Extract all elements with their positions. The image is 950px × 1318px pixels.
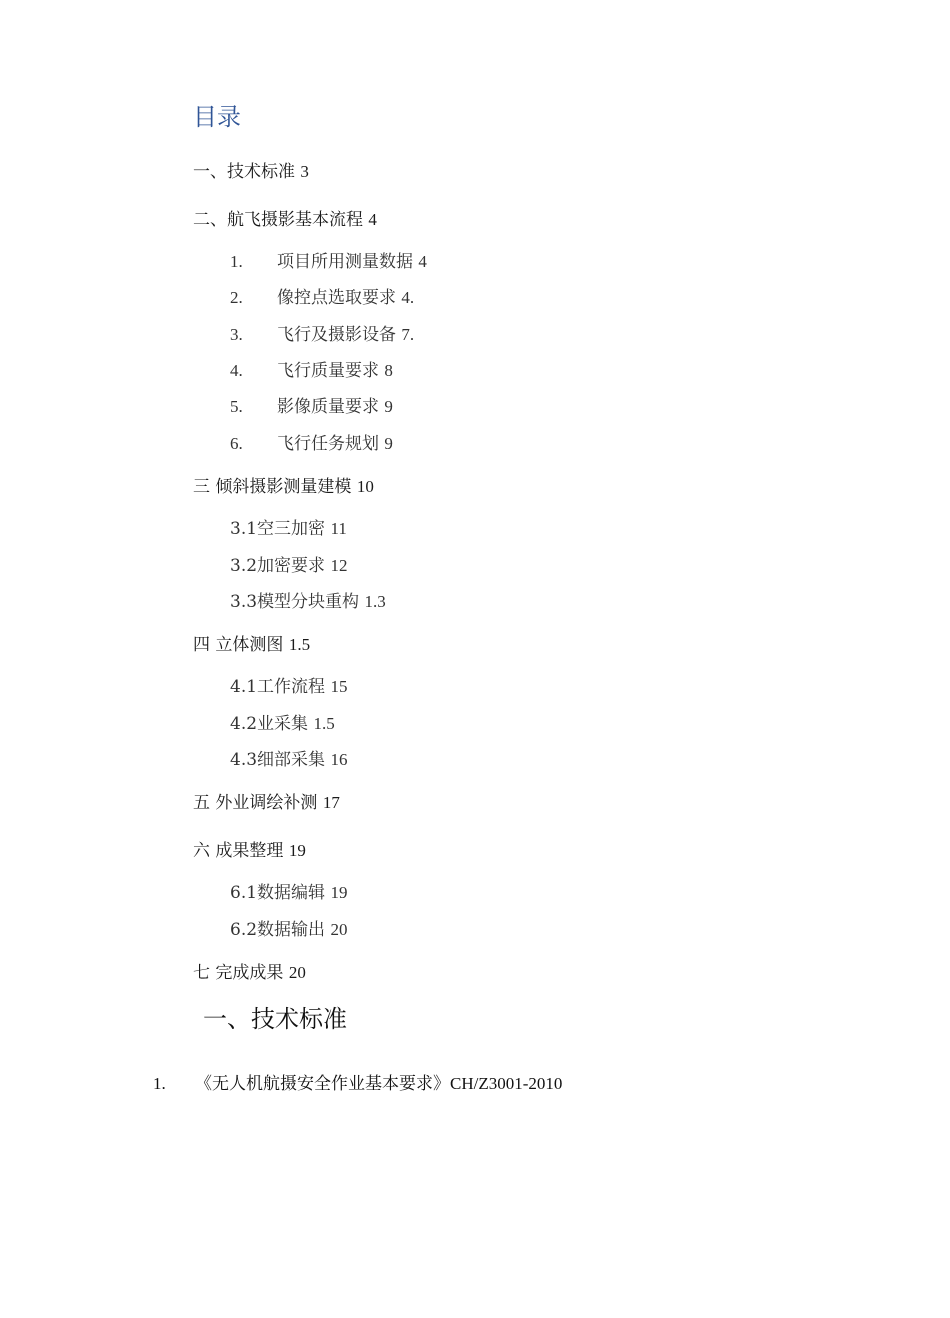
toc-title: 目录 [193,103,241,131]
toc-entry-label: 六 成果整理 [193,841,284,861]
toc-subentry-label: 4.3细部采集 [230,750,326,770]
toc-subentry[interactable] [230,554,347,578]
toc-subentry-number: 4. [230,361,243,380]
toc-subentry-number: 3. [230,325,243,344]
standard-list-item [153,1072,562,1096]
toc-subentry[interactable] [230,517,347,541]
toc-subentry-label: 飞行及摄影设备 [277,325,396,345]
toc-subentry[interactable] [230,918,347,942]
toc-subentry-page: 16 [330,750,348,769]
toc-entry-label: 四 立体测图 [193,635,284,655]
toc-subentry[interactable] [230,432,393,456]
toc-subentry[interactable] [230,359,393,383]
toc-subentry[interactable] [230,250,427,274]
toc-entry[interactable] [193,475,374,499]
toc-subentry-label: 4.2业采集 [230,714,309,734]
toc-subentry-page: 20 [330,920,348,939]
toc-subentry-page: 9 [384,434,393,453]
toc-subentry-label: 6.2数据输出 [230,920,326,940]
toc-subentry-page: 11 [330,519,347,538]
toc-subentry-page: 9 [384,397,393,416]
toc-entry-label: 三 倾斜摄影测量建模 [193,477,352,497]
toc-subentry[interactable] [230,712,335,736]
toc-subentry-page: 19 [330,883,348,902]
toc-subentry[interactable] [230,323,414,347]
toc-subentry-label: 3.3模型分块重构 [230,592,360,612]
toc-subentry-number: 2. [230,288,243,307]
toc-subentry-page: 4. [401,288,415,307]
toc-entry-page: 3 [300,162,309,181]
toc-subentry-number: 6. [230,434,243,453]
toc-subentry-page: 12 [330,556,348,575]
toc-subentry-number: 5. [230,397,243,416]
toc-subentry-label: 4.1工作流程 [230,677,326,697]
toc-entry[interactable] [193,160,309,184]
toc-entry[interactable] [193,633,310,657]
toc-subentry-label: 飞行质量要求 [277,361,379,381]
standard-item-title: 《无人机航摄安全作业基本要求》 [195,1074,450,1094]
toc-subentry-label: 影像质量要求 [277,397,379,417]
toc-entry-page: 19 [288,841,306,860]
toc-entry-page: 17 [322,793,340,812]
toc-subentry[interactable] [230,590,386,614]
toc-subentry-page: 7. [401,325,415,344]
toc-entry[interactable] [193,839,306,863]
toc-entry-page: 1.5 [288,635,311,654]
toc-entry-label: 七 完成成果 [193,963,284,983]
toc-entry-page: 20 [288,963,306,982]
toc-entry[interactable] [193,791,340,815]
toc-subentry-label: 6.1数据编辑 [230,883,326,903]
toc-subentry-page: 4 [418,252,427,271]
toc-subentry[interactable] [230,881,347,905]
toc-subentry-page: 15 [330,677,348,696]
toc-subentry-label: 3.2加密要求 [230,556,326,576]
toc-subentry[interactable] [230,748,347,772]
toc-subentry-label: 项目所用测量数据 [277,252,413,272]
toc-subentry-label: 3.1空三加密 [230,519,326,539]
toc-entry-label: 二、航飞摄影基本流程 [193,210,363,230]
toc-subentry-label: 像控点选取要求 [277,288,396,308]
standard-item-number: 1. [153,1074,166,1093]
toc-entry-page: 10 [356,477,374,496]
toc-subentry-number: 1. [230,252,243,271]
toc-subentry[interactable] [230,286,414,310]
toc-subentry-page: 1.5 [313,714,335,733]
toc-subentry-label: 飞行任务规划 [277,434,379,454]
toc-entry-label: 一、技术标准 [193,162,295,182]
toc-entry[interactable] [193,208,377,232]
toc-entry-page: 4 [368,210,377,229]
toc-entry[interactable] [193,961,306,985]
toc-subentry-page: 8 [384,361,393,380]
toc-subentry[interactable] [230,395,393,419]
toc-entry-label: 五 外业调绘补测 [193,793,318,813]
toc-subentry[interactable] [230,675,347,699]
section-heading: 一、技术标准 [203,1005,347,1033]
toc-subentry-page: 1.3 [364,592,386,611]
standard-item-code: CH/Z3001-2010 [450,1074,563,1093]
